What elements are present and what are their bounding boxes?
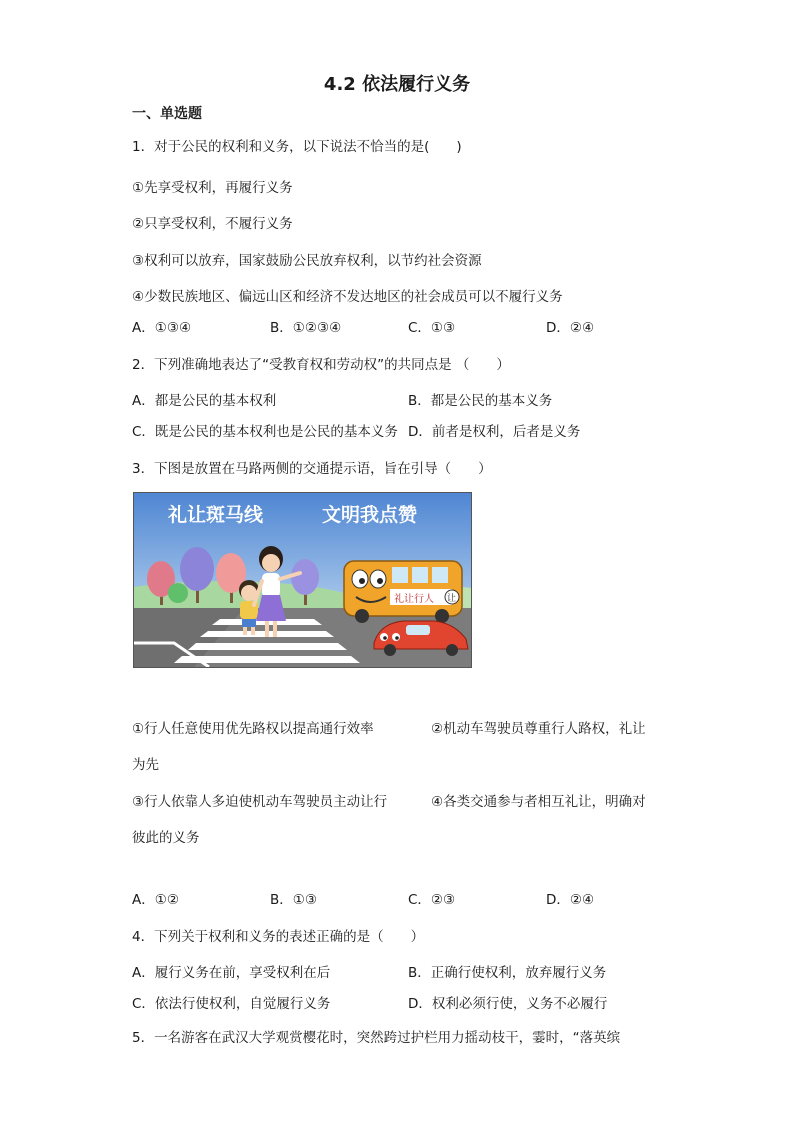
question-2-option-d[interactable]: D．前者是权利，后者是义务 <box>408 424 581 440</box>
question-3-stem: 3．下图是放置在马路两侧的交通提示语，旨在引导（ ） <box>132 461 492 477</box>
question-1-item-2: ②只享受权利，不履行义务 <box>132 216 293 232</box>
question-2-option-b[interactable]: B．都是公民的基本义务 <box>408 393 553 409</box>
question-1-item-4: ④少数民族地区、偏远山区和经济不发达地区的社会成员可以不履行义务 <box>132 289 563 305</box>
question-4-option-d[interactable]: D．权利必须行使，义务不必履行 <box>408 996 608 1012</box>
bus-badge-text: 让 <box>447 594 457 604</box>
question-3-option-b[interactable]: B．①③ <box>270 892 317 908</box>
child-figure <box>239 580 259 635</box>
bus-sign-text: 礼让行人 <box>394 594 434 605</box>
question-1-option-a[interactable]: A．①③④ <box>132 320 192 336</box>
question-3-line-1b: ②机动车驾驶员尊重行人路权，礼让 <box>431 721 646 737</box>
question-3-option-d[interactable]: D．②④ <box>546 892 595 908</box>
question-2-option-a[interactable]: A．都是公民的基本权利 <box>132 393 277 409</box>
question-3-line-4: 彼此的义务 <box>132 830 200 846</box>
question-2-stem: 2．下列准确地表达了“受教育权和劳动权”的共同点是 （ ） <box>132 357 510 373</box>
question-4-option-a[interactable]: A．履行义务在前，享受权利在后 <box>132 965 331 981</box>
question-4-option-b[interactable]: B．正确行使权利，放弃履行义务 <box>408 965 607 981</box>
page-title: 4.2 依法履行义务 <box>323 74 471 95</box>
banner-right-text: 文明我点赞 <box>322 504 418 526</box>
question-1-item-1: ①先享受权利，再履行义务 <box>132 180 293 196</box>
question-5-stem: 5．一名游客在武汉大学观赏樱花时，突然跨过护栏用力摇动枝干，霎时，“落英缤 <box>132 1030 621 1046</box>
bus-figure <box>344 561 462 623</box>
banner-left-text: 礼让斑马线 <box>168 504 264 526</box>
question-3-option-a[interactable]: A．①② <box>132 892 179 908</box>
question-1-stem: 1．对于公民的权利和义务，以下说法不恰当的是( ) <box>132 139 462 155</box>
question-1-item-3: ③权利可以放弃，国家鼓励公民放弃权利，以节约社会资源 <box>132 253 482 269</box>
traffic-illustration <box>133 492 472 668</box>
question-3-line-2: 为先 <box>132 757 159 773</box>
question-3-line-3a: ③行人依靠人多迫使机动车驾驶员主动让行 <box>132 794 388 810</box>
question-4-stem: 4．下列关于权利和义务的表述正确的是（ ） <box>132 929 425 945</box>
question-4-option-c[interactable]: C．依法行使权利，自觉履行义务 <box>132 996 331 1012</box>
question-3-line-3b: ④各类交通参与者相互礼让，明确对 <box>431 794 646 810</box>
question-1-option-c[interactable]: C．①③ <box>408 320 456 336</box>
question-3-option-c[interactable]: C．②③ <box>408 892 456 908</box>
question-2-option-c[interactable]: C．既是公民的基本权利也是公民的基本义务 <box>132 424 398 440</box>
question-3-line-1a: ①行人任意使用优先路权以提高通行效率 <box>132 721 374 737</box>
question-1-option-d[interactable]: D．②④ <box>546 320 595 336</box>
question-1-option-b[interactable]: B．①②③④ <box>270 320 342 336</box>
section-heading: 一、单选题 <box>132 106 202 122</box>
